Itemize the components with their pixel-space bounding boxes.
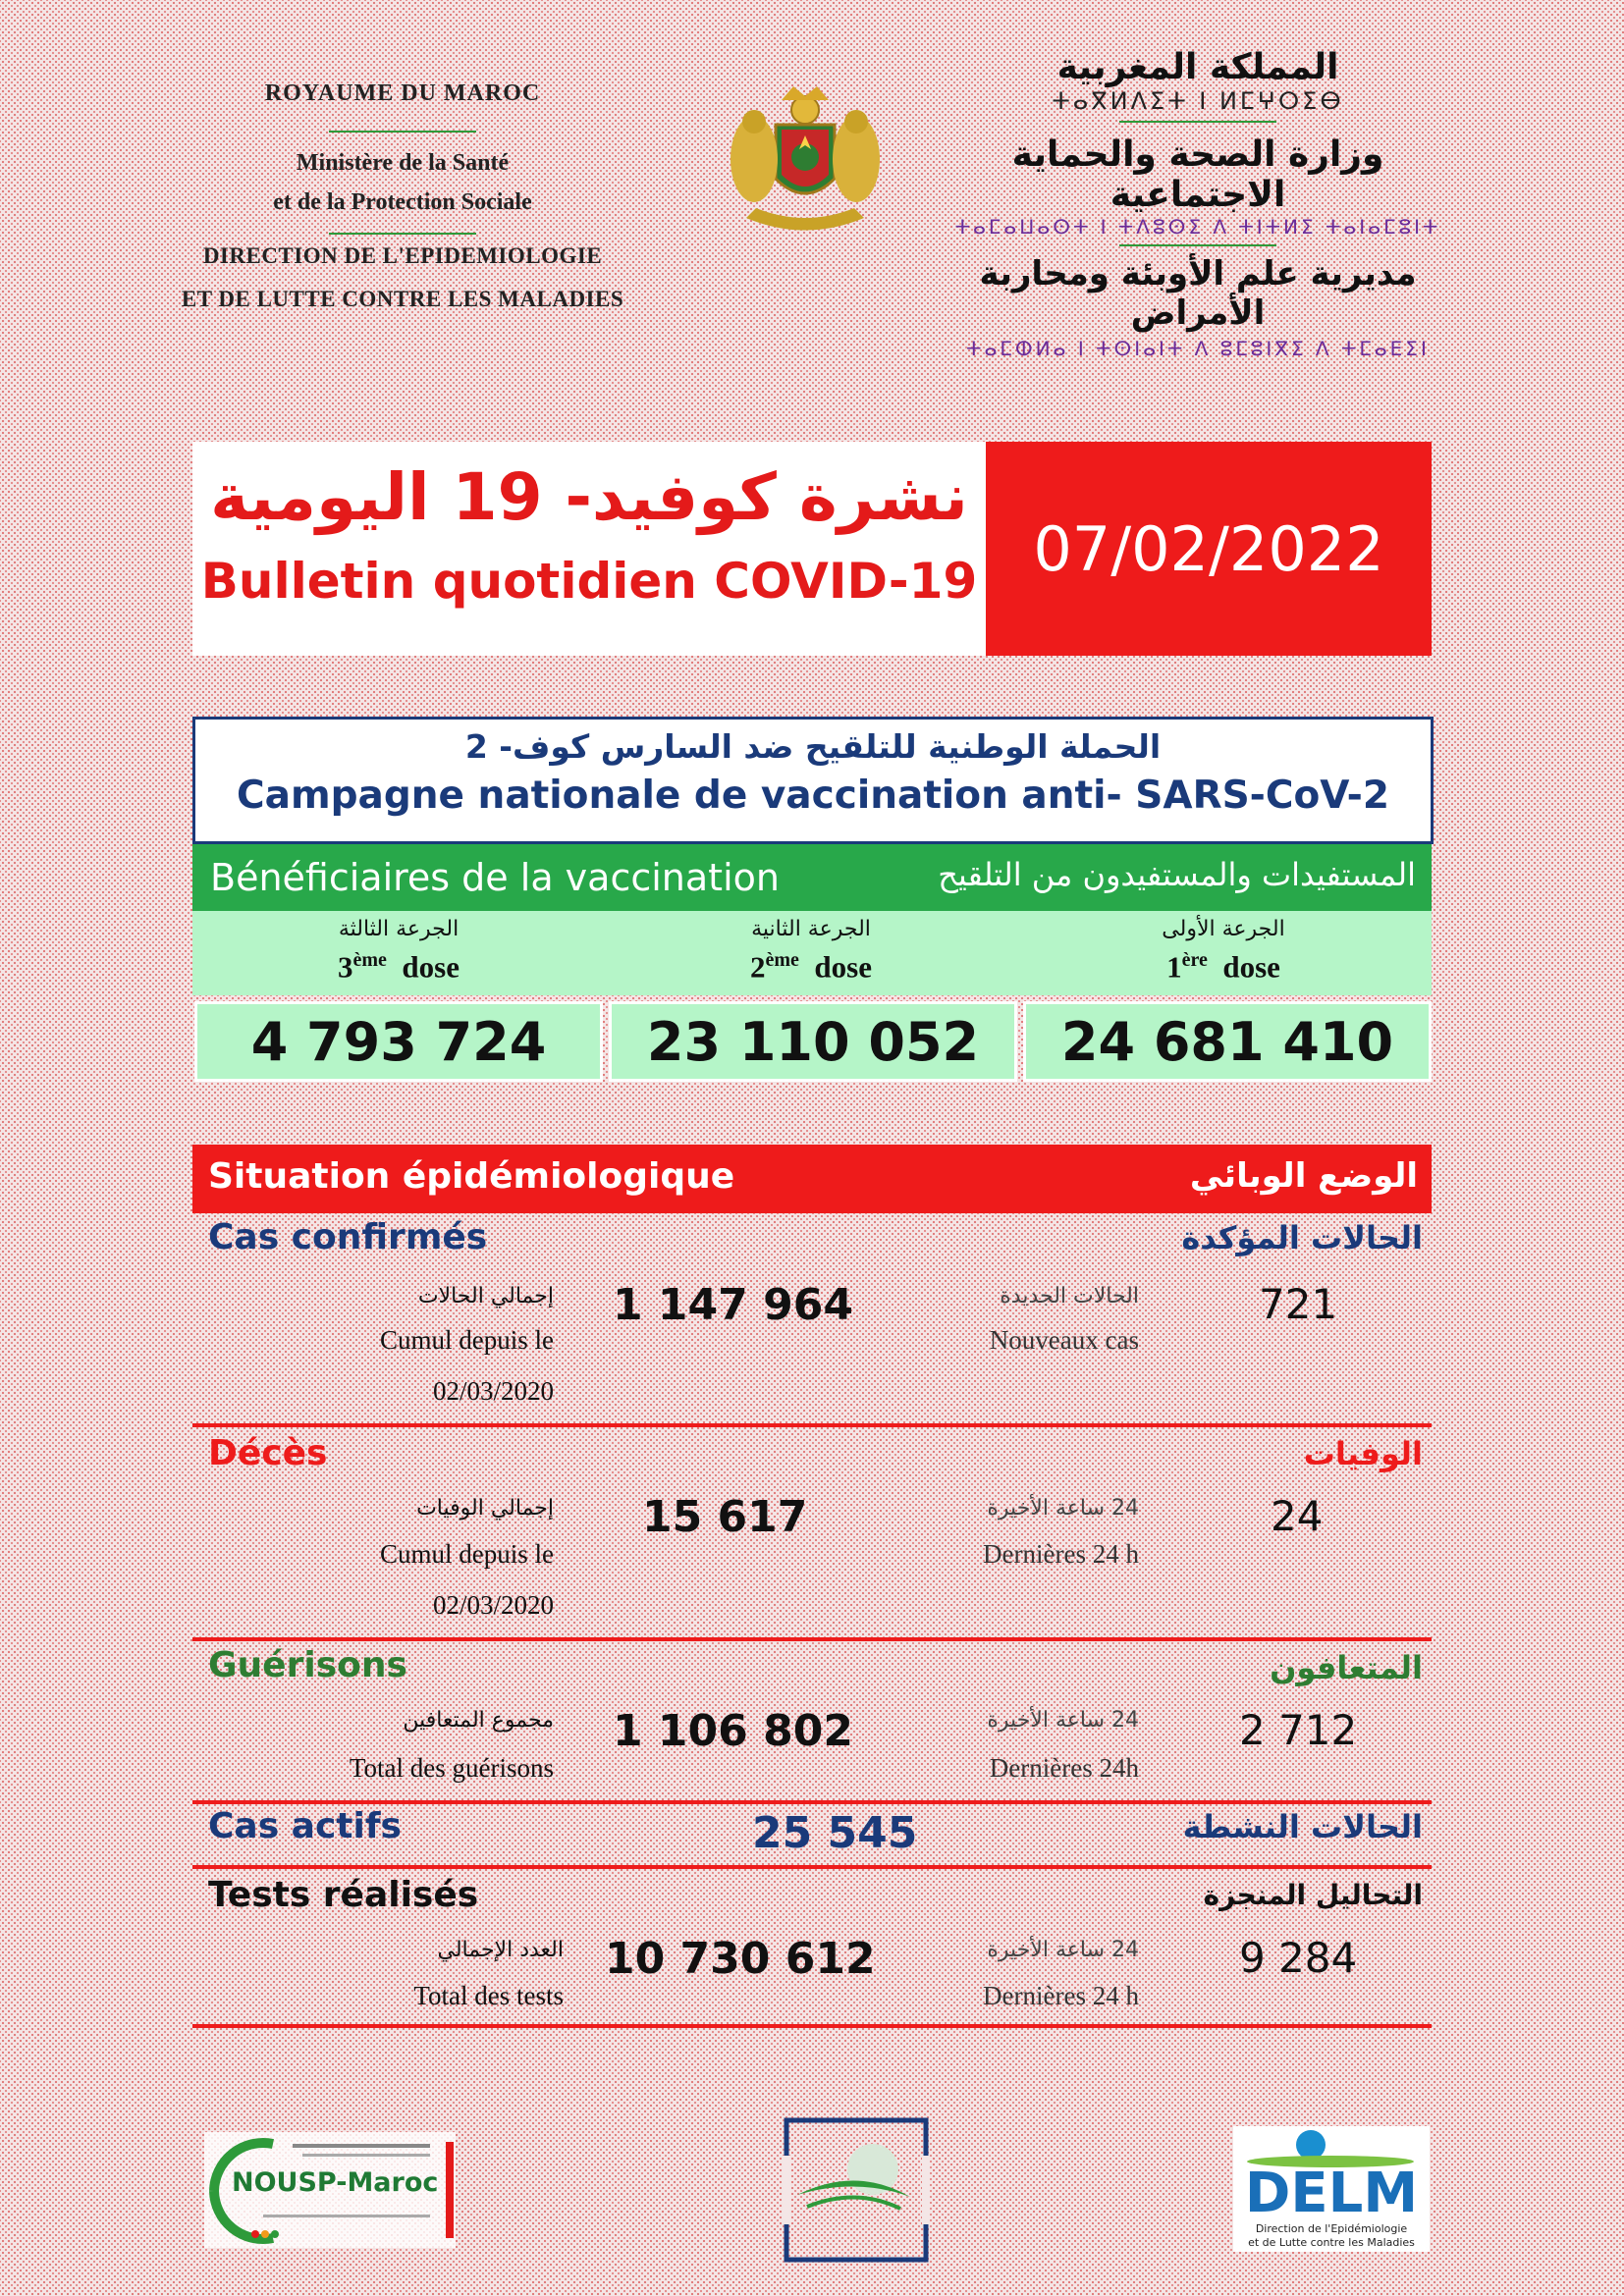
kingdom-fr: ROYAUME DU MAROC (264, 80, 541, 106)
divider (1119, 244, 1276, 246)
delm-subtitle-2: et de Lutte contre les Maladies (1248, 2236, 1415, 2249)
kingdom-tifinagh: ⵜⴰⴳⵍⴷⵉⵜ ⵏ ⵍⵎⵖⵔⵉⴱ (1052, 87, 1344, 115)
vaccination-campaign-fr: Campagne nationale de vaccination anti- SARS-CoV-2 (237, 774, 1389, 818)
dose-label-ar: الجرعة الثالثة (338, 917, 460, 941)
tests-total-label-fr: Total des tests (413, 1981, 564, 2010)
deaths-new-value: 24 (1271, 1492, 1324, 1540)
tests-total-value: 10 730 612 (605, 1934, 876, 1984)
situation-bar (192, 1145, 1432, 1213)
vaccination-campaign-header (192, 717, 1434, 844)
kingdom-ar: المملكة المغربية (1056, 47, 1339, 87)
delm-logo-text: DELM (1244, 2162, 1419, 2225)
recoveries-new-label-fr: Dernières 24h (989, 1753, 1139, 1783)
confirmed-since-date: 02/03/2020 (432, 1376, 554, 1406)
direction-ar: مديرية علم الأوبئة ومحاربة الأمراض (979, 254, 1417, 333)
dose-2-value: 23 110 052 (609, 1001, 1017, 1082)
nousp-logo-text: NOUSP-Maroc (232, 2167, 439, 2198)
center-emblem-logo (783, 2116, 930, 2264)
deaths-new-label-ar: 24 ساعة الأخيرة (987, 1496, 1139, 1521)
dose-3-value: 4 793 724 (194, 1001, 603, 1082)
recoveries-new-label-ar: 24 ساعة الأخيرة (987, 1708, 1139, 1733)
divider (329, 131, 476, 133)
recoveries-new-value: 2 712 (1239, 1706, 1358, 1754)
beneficiaries-bar (192, 844, 1432, 911)
section-divider (192, 1800, 1432, 1804)
recoveries-title-fr: Guérisons (208, 1645, 407, 1685)
nousp-logo (204, 2132, 456, 2248)
active-value: 25 545 (752, 1808, 918, 1858)
tests-title-ar: التحاليل المنجزة (1203, 1879, 1423, 1911)
section-divider (192, 1637, 1432, 1641)
deaths-title-fr: Décès (208, 1433, 328, 1473)
deaths-total-label-ar: إجمالي الوفيات (416, 1496, 554, 1521)
situation-title-ar: الوضع الوبائي (1189, 1156, 1418, 1196)
section-divider (192, 1865, 1432, 1869)
confirmed-total-label-ar: إجمالي الحالات (417, 1284, 554, 1308)
deaths-total-label-fr: Cumul depuis le (380, 1539, 554, 1569)
beneficiaries-ar: المستفيدات والمستفيدون من التلقيح (938, 856, 1416, 893)
dose-1-value: 24 681 410 (1023, 1001, 1432, 1082)
direction-tifinagh: ⵜⴰⵎⵀⵍⴰ ⵏ ⵜⵙⵏⴰⵏⵜ ⴷ ⵓⵎⵓⵏⴳⵉ ⴷ ⵜⵎⴰⴹⵉⵏ (966, 337, 1430, 360)
confirmed-total-value: 1 147 964 (613, 1280, 853, 1330)
header-arabic (923, 47, 1473, 360)
section-divider (192, 1423, 1432, 1427)
direction-fr-line1: DIRECTION DE L'EPIDEMIOLOGIE (202, 243, 603, 268)
confirmed-new-value: 721 (1259, 1280, 1338, 1328)
ministry-ar: وزارة الصحة والحماية الاجتماعية (1011, 134, 1384, 215)
dose-labels-row (192, 911, 1432, 995)
recoveries-title-ar: المتعافون (1270, 1649, 1423, 1686)
bulletin-title-ar: نشرة كوفيد- 19 اليومية (210, 459, 968, 535)
dose-label-fr: 3ème dose (338, 949, 460, 985)
confirmed-total-label-fr: Cumul depuis le (380, 1325, 554, 1355)
ministry-tifinagh: ⵜⴰⵎⴰⵡⴰⵙⵜ ⵏ ⵜⴷⵓⵙⵉ ⴷ ⵜⵏⵜⵍⵉ ⵜⴰⵏⴰⵎⵓⵏⵜ (954, 215, 1441, 239)
ministry-fr-line1: Ministère de la Santé (296, 150, 510, 176)
coat-of-arms-emblem (717, 71, 893, 240)
section-divider (192, 2024, 1432, 2028)
deaths-title-ar: الوفيات (1303, 1435, 1423, 1472)
deaths-since-date: 02/03/2020 (432, 1590, 554, 1620)
confirmed-new-label-ar: الحالات الجديدة (1000, 1284, 1139, 1308)
tests-new-value: 9 284 (1239, 1934, 1358, 1982)
dose-label-ar: الجرعة الثانية (751, 917, 871, 941)
ministry-fr-line2: et de la Protection Sociale (273, 189, 532, 215)
recoveries-total-label-fr: Total des guérisons (349, 1753, 554, 1783)
confirmed-title-ar: الحالات المؤكدة (1181, 1219, 1423, 1256)
divider (1119, 121, 1276, 123)
dose-label-1 (1017, 911, 1430, 985)
dose-label-fr: 1ère dose (1166, 949, 1280, 985)
active-title-ar: الحالات النشطة (1182, 1808, 1423, 1845)
dose-label-2 (605, 911, 1017, 985)
active-title-fr: Cas actifs (208, 1806, 402, 1846)
situation-title-fr: Situation épidémiologique (208, 1156, 735, 1197)
header-french (147, 80, 658, 321)
deaths-total-value: 15 617 (642, 1492, 808, 1542)
beneficiaries-fr: Bénéficiaires de la vaccination (210, 856, 780, 899)
dose-label-fr: 2ème dose (750, 949, 872, 985)
dose-label-ar: الجرعة الأولى (1162, 917, 1285, 941)
confirmed-title-fr: Cas confirmés (208, 1217, 488, 1257)
deaths-new-label-fr: Dernières 24 h (983, 1539, 1139, 1569)
bulletin-title-box (192, 442, 986, 656)
vaccination-campaign-ar: الحملة الوطنية للتلقيح ضد السارس كوف- 2 (464, 727, 1162, 766)
bulletin-title-fr: Bulletin quotidien COVID-19 (200, 553, 978, 610)
tests-title-fr: Tests réalisés (208, 1875, 479, 1915)
tests-total-label-ar: العدد الإجمالي (437, 1938, 564, 1962)
tests-new-label-fr: Dernières 24 h (983, 1981, 1139, 2010)
delm-logo (1233, 2126, 1430, 2252)
bulletin-date: 07/02/2022 (986, 442, 1432, 656)
delm-subtitle-1: Direction de l'Epidémiologie (1255, 2222, 1408, 2235)
tests-new-label-ar: 24 ساعة الأخيرة (987, 1938, 1139, 1962)
dose-label-3 (192, 911, 605, 985)
recoveries-total-value: 1 106 802 (613, 1706, 853, 1756)
recoveries-total-label-ar: مجموع المتعافين (403, 1708, 554, 1733)
direction-fr-line2: ET DE LUTTE CONTRE LES MALADIES (181, 287, 624, 311)
confirmed-new-label-fr: Nouveaux cas (989, 1325, 1139, 1355)
